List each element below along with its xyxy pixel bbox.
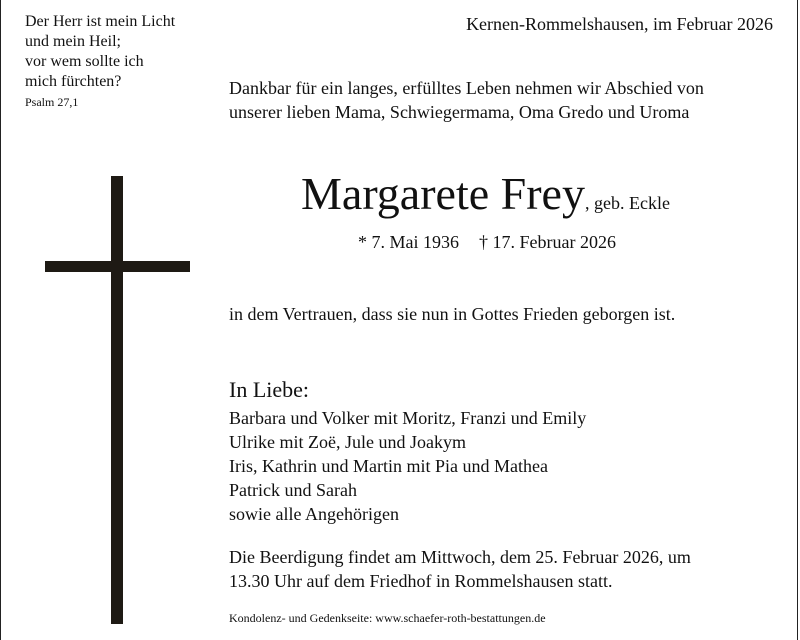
maiden-name: , geb. Eckle xyxy=(584,193,670,213)
list-item: Ulrike mit Zoë, Jule und Joakym xyxy=(229,432,466,452)
deceased-name-block xyxy=(301,166,670,231)
mourners-heading: In Liebe: xyxy=(229,377,310,402)
birth-date: * 7. Mai 1936 xyxy=(358,232,459,252)
bible-verse xyxy=(25,12,175,110)
verse-line-3: vor wem sollte ich xyxy=(25,53,144,70)
intro-line-1: Dankbar für ein langes, erfülltes Leben nehmen wir Abschied von xyxy=(229,78,704,98)
list-item: Barbara und Volker mit Moritz, Franzi und Emily xyxy=(229,408,587,428)
funeral-notice xyxy=(229,545,691,593)
verse-line-2: und mein Heil; xyxy=(25,33,121,50)
list-item: sowie alle Angehörigen xyxy=(229,504,399,524)
cross-vertical-beam xyxy=(111,176,123,624)
death-date: † 17. Februar 2026 xyxy=(479,232,616,252)
list-item: Iris, Kathrin und Martin mit Pia und Mathea xyxy=(229,456,548,476)
condolence-link[interactable]: Kondolenz- und Gedenkseite: www.schaefer-roth-bestattungen.de xyxy=(229,611,546,625)
verse-reference: Psalm 27,1 xyxy=(25,95,79,109)
list-item: Patrick und Sarah xyxy=(229,480,357,500)
mourners-list xyxy=(229,406,586,526)
intro-text xyxy=(229,76,704,124)
trust-line: in dem Vertrauen, dass sie nun in Gottes Frieden geborgen ist. xyxy=(229,304,676,324)
life-dates xyxy=(358,230,616,254)
place-date: Kernen-Rommelshausen, im Februar 2026 xyxy=(466,14,773,34)
funeral-line-1: Die Beerdigung findet am Mittwoch, dem 25. Februar 2026, um xyxy=(229,547,691,567)
verse-line-4: mich fürchten? xyxy=(25,73,122,90)
intro-line-2: unserer lieben Mama, Schwiegermama, Oma Gredo und Uroma xyxy=(229,102,690,122)
cross-horizontal-beam xyxy=(45,261,190,272)
verse-line-1: Der Herr ist mein Licht xyxy=(25,13,176,30)
deceased-name: Margarete Frey xyxy=(301,168,585,219)
funeral-line-2: 13.30 Uhr auf dem Friedhof in Rommelshausen statt. xyxy=(229,571,613,591)
